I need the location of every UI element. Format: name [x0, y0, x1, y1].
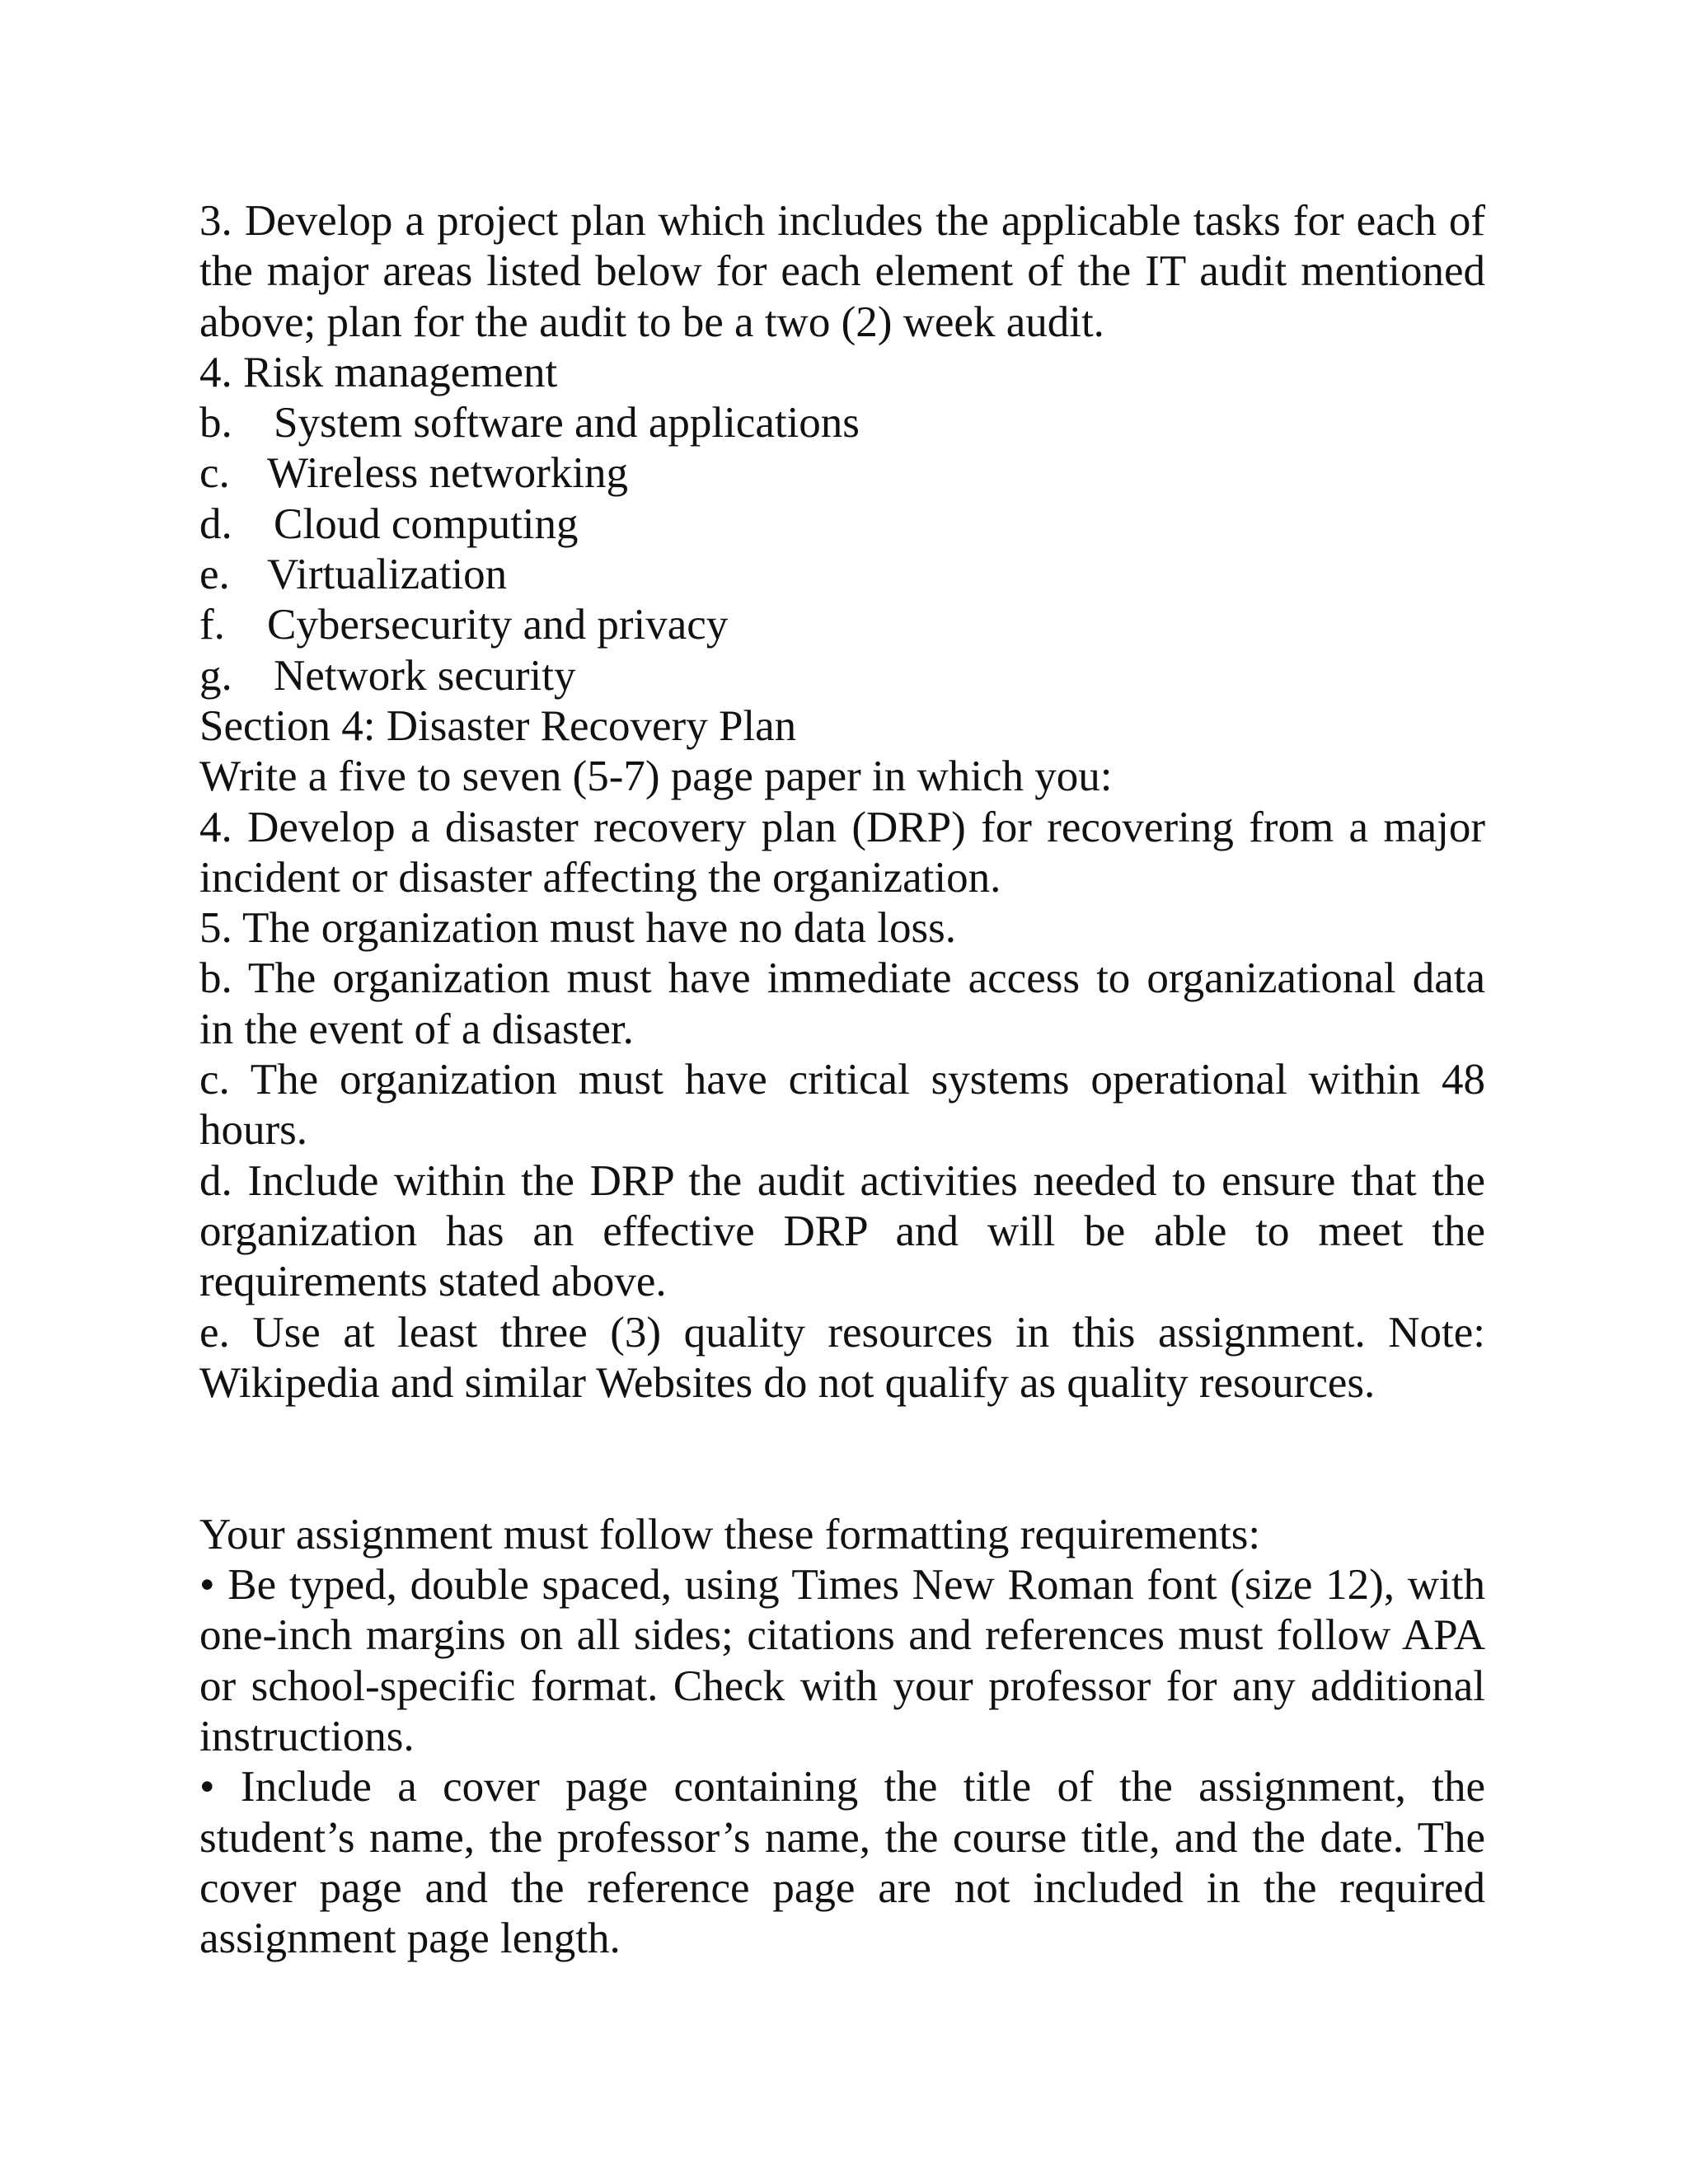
list-item: [199, 398, 1485, 448]
bullet1-line-1: • Be typed, double spaced, using Times New Roman font (size 12), with: [199, 1561, 1485, 1610]
para1-line-2: the major areas listed below for each element of the IT audit mentioned: [199, 247, 1485, 296]
list-item: [199, 651, 1485, 701]
bullet2-line-3: cover page and the reference page are not included in the required: [199, 1863, 1485, 1912]
bullet1-line-3: or school-specific format. Check with your professor for any additional: [199, 1661, 1485, 1710]
risk-heading: 4. Risk management: [199, 348, 558, 396]
drp-d-text: Include within the DRP the audit activities needed to ensure that the: [247, 1156, 1486, 1205]
drp-e-label: e.: [199, 1308, 230, 1357]
list-item-text: Network security: [274, 651, 576, 700]
paragraph-gap: [199, 1408, 1485, 1510]
list-item-text: Wireless networking: [267, 449, 628, 498]
section-heading: Section 4: Disaster Recovery Plan: [199, 701, 797, 750]
list-item-label: f.: [199, 601, 225, 649]
drp-d-line-1: [199, 1156, 1485, 1207]
drp-e-line-1: [199, 1308, 1485, 1358]
document-body: [199, 196, 1485, 1964]
drp-e-line-2: Wikipedia and similar Websites do not qualify as quality resources.: [199, 1358, 1376, 1407]
format-heading: Your assignment must follow these formatting requirements:: [199, 1510, 1261, 1558]
bullet2-line-1: • Include a cover page containing the title of the assignment, the: [199, 1763, 1485, 1811]
drp-c-text: The organization must have critical systems operational within 48: [250, 1056, 1485, 1104]
drp-e-text: Use at least three (3) quality resources in this assignment. Note:: [252, 1308, 1485, 1357]
para1-line-1: 3. Develop a project plan which includes the applicable tasks for each of: [199, 197, 1485, 245]
no-data-loss-line: 5. The organization must have no data loss.: [199, 904, 957, 953]
list-item-label: b.: [199, 399, 232, 448]
bullet1-line-4: instructions.: [199, 1712, 415, 1760]
list-item-text: Cybersecurity and privacy: [267, 601, 729, 649]
bullet1-line-2: one-inch margins on all sides; citations and references must follow APA: [199, 1611, 1485, 1660]
drp-b-line-2: in the event of a disaster.: [199, 1005, 634, 1053]
list-item-text: Cloud computing: [274, 499, 579, 548]
bullet2-line-2: student’s name, the professor’s name, the course title, and the date. The: [199, 1813, 1485, 1862]
list-item-label: d.: [199, 499, 232, 548]
para1-line-3: above; plan for the audit to be a two (2) week audit.: [199, 298, 1104, 346]
drp-c-line-2: hours.: [199, 1106, 308, 1155]
drp-c-line-1: [199, 1055, 1485, 1105]
list-item-text: System software and applications: [274, 399, 860, 448]
drp-b-label: b.: [199, 954, 232, 1003]
list-item: [199, 448, 1485, 499]
list-item: [199, 499, 1485, 550]
section-intro: Write a five to seven (5-7) page paper in which you:: [199, 752, 1113, 801]
bullet2-line-4: assignment page length.: [199, 1915, 621, 1963]
drp-d-label: d.: [199, 1156, 232, 1205]
drp-b-line-1: [199, 954, 1485, 1004]
list-item: [199, 600, 1485, 650]
drp-b-text: The organization must have immediate access to organizational data: [247, 954, 1485, 1003]
drp-d-line-2: organization has an effective DRP and will be able to meet the: [199, 1207, 1485, 1255]
list-item-text: Virtualization: [267, 551, 508, 599]
drp-c-label: c.: [199, 1056, 230, 1104]
list-item-label: g.: [199, 651, 232, 700]
list-item: [199, 550, 1485, 600]
list-item-label: c.: [199, 449, 230, 498]
drp-para-line-1: 4. Develop a disaster recovery plan (DRP) for recovering from a major: [199, 803, 1485, 851]
drp-para-line-2: incident or disaster affecting the organization.: [199, 853, 1001, 902]
list-item-label: e.: [199, 551, 230, 599]
drp-d-line-3: requirements stated above.: [199, 1258, 667, 1306]
